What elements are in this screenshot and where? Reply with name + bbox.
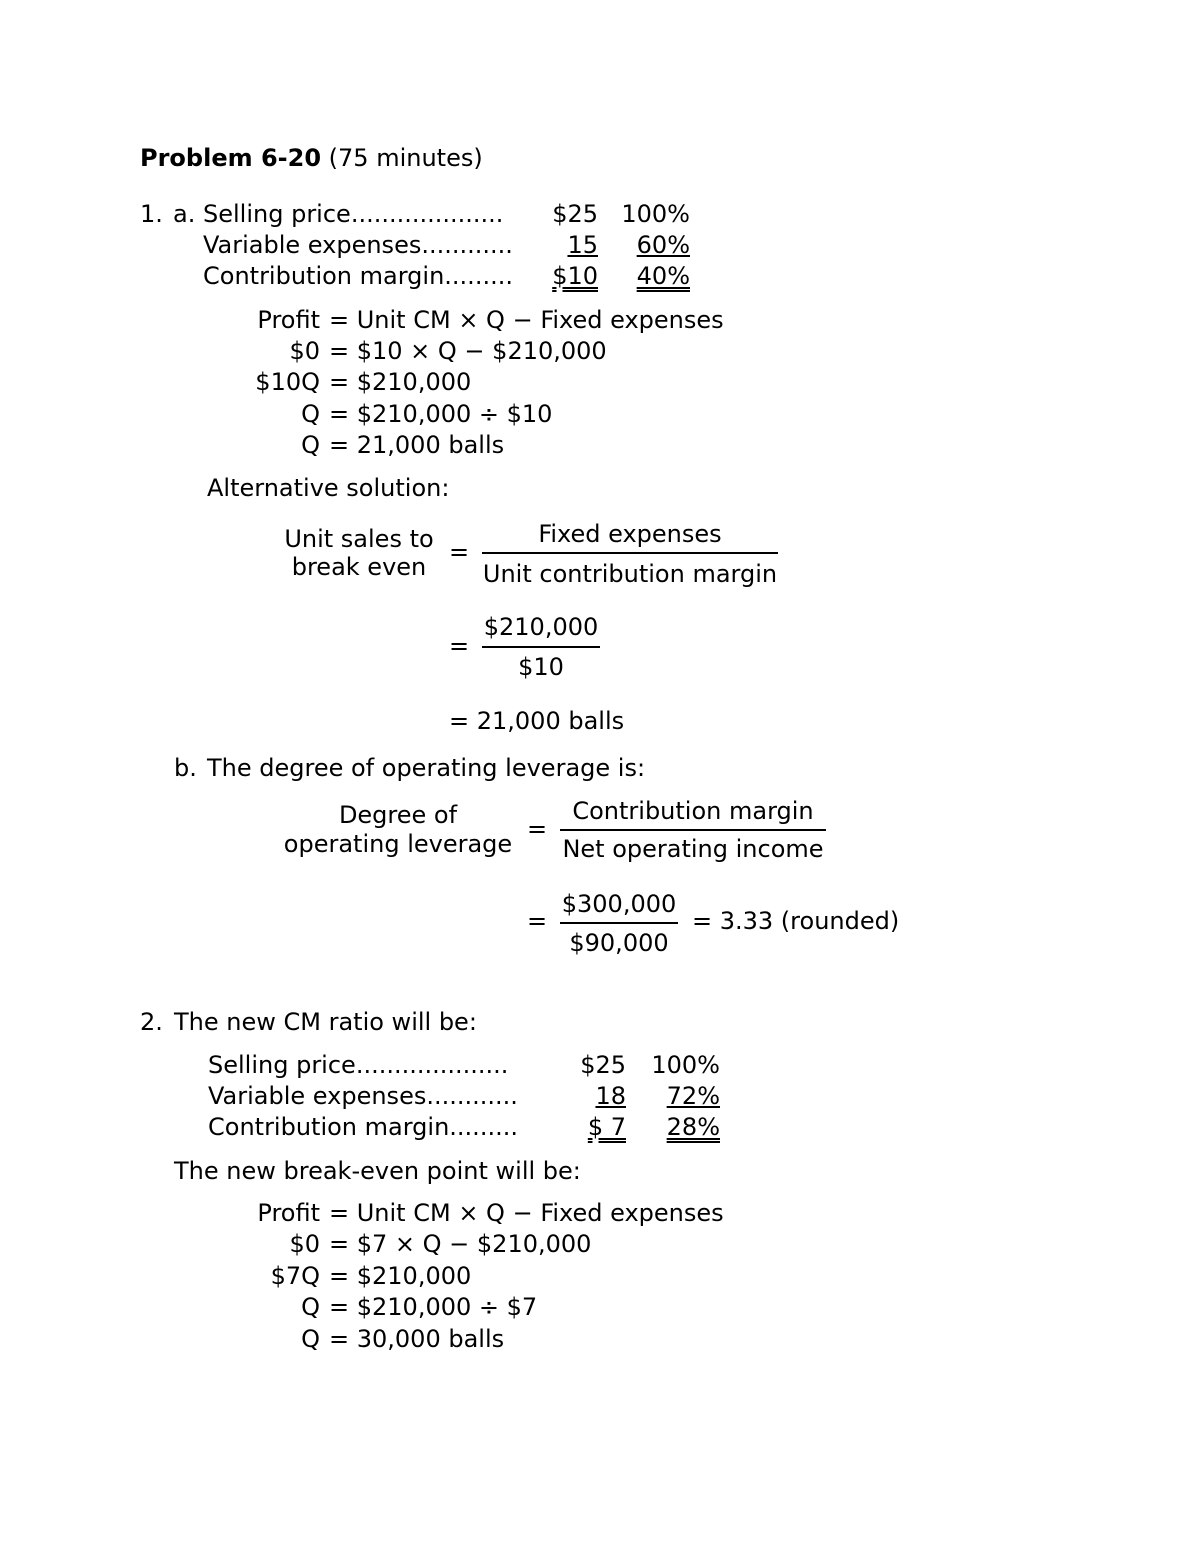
equation-lhs: Q bbox=[301, 400, 320, 428]
fraction-lhs-line1: Unit sales to bbox=[284, 525, 434, 553]
equation-lhs: Q bbox=[301, 431, 320, 459]
equals-sign: = bbox=[527, 815, 548, 843]
fraction-numerator: Contribution margin bbox=[572, 797, 814, 825]
part1-b-text: The degree of operating leverage is: bbox=[207, 754, 646, 782]
fraction-result: = 21,000 balls bbox=[449, 707, 625, 735]
equation-rhs: = 21,000 balls bbox=[329, 431, 505, 459]
fraction-numerator: $300,000 bbox=[561, 890, 677, 918]
fraction-numerator: Fixed expenses bbox=[538, 520, 722, 548]
equals-sign: = bbox=[527, 907, 548, 935]
row-percent: 72% bbox=[666, 1082, 720, 1110]
fraction-lhs-line2: operating leverage bbox=[283, 830, 513, 858]
row-percent: 60% bbox=[636, 231, 690, 259]
fraction-bar bbox=[482, 552, 778, 554]
row-percent: 100% bbox=[621, 200, 690, 228]
fraction-denominator: Net operating income bbox=[562, 835, 824, 863]
fraction-numerator: $210,000 bbox=[483, 613, 599, 641]
part1-sub-b: b. bbox=[174, 754, 197, 782]
problem-title: Problem 6-20 bbox=[140, 144, 322, 172]
equation-lhs: $7Q bbox=[270, 1262, 320, 1290]
row-percent: 100% bbox=[651, 1051, 720, 1079]
fraction-result: = 3.33 (rounded) bbox=[692, 907, 900, 935]
fraction-lhs-line2: break even bbox=[291, 553, 427, 581]
row-percent: 40% bbox=[636, 262, 690, 290]
equation-lhs: Q bbox=[301, 1325, 320, 1353]
equation-rhs: = $7 × Q − $210,000 bbox=[329, 1230, 592, 1258]
equation-lhs: $0 bbox=[289, 337, 320, 365]
row-amount: $25 bbox=[580, 1051, 626, 1079]
part1-number: 1. bbox=[140, 200, 163, 228]
equation-rhs: = $10 × Q − $210,000 bbox=[329, 337, 607, 365]
row-label: Selling price.................... bbox=[208, 1051, 509, 1079]
equation-lhs: $10Q bbox=[255, 368, 320, 396]
row-amount: $10 bbox=[552, 262, 598, 290]
row-amount: $ 7 bbox=[587, 1113, 626, 1141]
fraction-bar bbox=[560, 829, 826, 831]
fraction-bar bbox=[560, 922, 678, 924]
fraction-denominator: $10 bbox=[518, 653, 564, 681]
part2-be-intro: The new break-even point will be: bbox=[174, 1157, 581, 1185]
row-label: Variable expenses............ bbox=[203, 231, 513, 259]
equation-rhs: = $210,000 ÷ $7 bbox=[329, 1293, 538, 1321]
fraction-denominator: $90,000 bbox=[569, 929, 669, 957]
equation-lhs: $0 bbox=[289, 1230, 320, 1258]
equals-sign: = bbox=[449, 538, 470, 566]
fraction-denominator: Unit contribution margin bbox=[482, 560, 778, 588]
equation-rhs: = Unit CM × Q − Fixed expenses bbox=[329, 306, 724, 334]
problem-header bbox=[140, 143, 483, 174]
row-amount: $25 bbox=[552, 200, 598, 228]
equation-rhs: = $210,000 ÷ $10 bbox=[329, 400, 553, 428]
alternative-label: Alternative solution: bbox=[207, 474, 450, 502]
part2-number: 2. bbox=[140, 1008, 163, 1036]
row-percent: 28% bbox=[666, 1113, 720, 1141]
part1-sub-a: a. bbox=[173, 200, 196, 228]
equation-rhs: = $210,000 bbox=[329, 368, 472, 396]
equation-rhs: = 30,000 balls bbox=[329, 1325, 505, 1353]
equation-lhs: Q bbox=[301, 1293, 320, 1321]
problem-time: (75 minutes) bbox=[328, 144, 483, 172]
fraction-bar bbox=[482, 646, 600, 648]
row-amount: 15 bbox=[567, 231, 598, 259]
row-label: Contribution margin......... bbox=[208, 1113, 518, 1141]
row-label: Contribution margin......... bbox=[203, 262, 513, 290]
fraction-lhs-line1: Degree of bbox=[338, 801, 458, 829]
equals-sign: = bbox=[449, 632, 470, 660]
equation-rhs: = $210,000 bbox=[329, 1262, 472, 1290]
row-label: Selling price.................... bbox=[203, 200, 504, 228]
equation-rhs: = Unit CM × Q − Fixed expenses bbox=[329, 1199, 724, 1227]
equation-lhs: Profit bbox=[257, 306, 320, 334]
row-label: Variable expenses............ bbox=[208, 1082, 518, 1110]
equation-lhs: Profit bbox=[257, 1199, 320, 1227]
part2-intro: The new CM ratio will be: bbox=[174, 1008, 477, 1036]
row-amount: 18 bbox=[595, 1082, 626, 1110]
